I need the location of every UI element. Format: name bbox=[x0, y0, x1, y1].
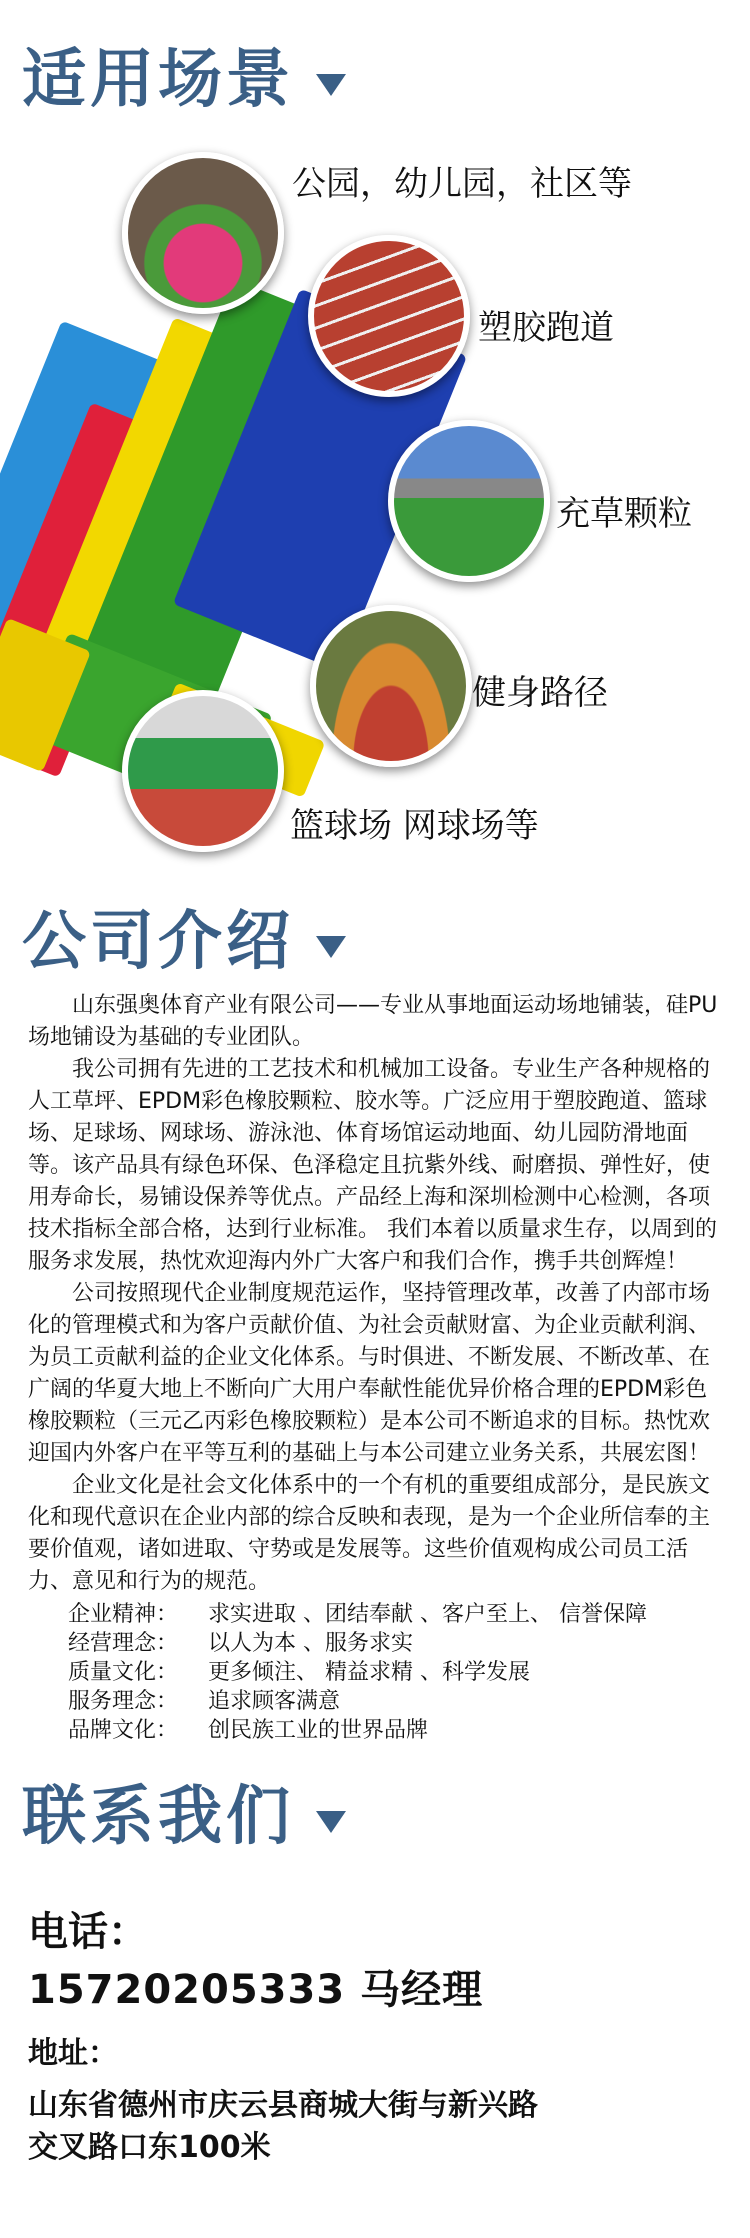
section-title-text: 公司介绍 bbox=[22, 904, 294, 979]
phone-label: 电话： bbox=[28, 1909, 148, 1955]
section-title-scenes bbox=[22, 28, 346, 120]
value-text: 以人为本 、服务求实 bbox=[208, 1631, 413, 1656]
value-key: 品牌文化： bbox=[68, 1718, 179, 1743]
scene-court-photo bbox=[122, 690, 284, 852]
address-label: 地址： bbox=[28, 2036, 118, 2071]
value-key: 经营理念： bbox=[68, 1631, 179, 1656]
intro-paragraph: 山东强奥体育产业有限公司——专业从事地面运动场地铺装，硅PU场地铺设为基础的专业团队。 bbox=[28, 993, 718, 1050]
value-row bbox=[68, 1716, 647, 1745]
section-title-contact bbox=[22, 1765, 346, 1857]
intro-paragraph: 公司按照现代企业制度规范运作，坚持管理改革，改善了内部市场化的管理模式和为客户贡献价值、为社会贡献财富、为企业贡献利润、为员工贡献利益的企业文化体系。与时俱进、不断发展、不断改革、在广阔的华夏大地上不断向广大用户奉献性能优异价格合理的EPDM彩色橡胶颗粒（三元乙丙彩色橡胶颗粒）是本公司不断追求的目标。热忱欢迎国内外客户在平等互利的基础上与本公司建立业务关系，共展宏图！ bbox=[28, 1281, 711, 1466]
value-text: 更多倾注、 精益求精 、科学发展 bbox=[208, 1660, 530, 1685]
scene-label: 公园，幼儿园，社区等 bbox=[292, 164, 632, 204]
scene-label: 篮球场 网球场等 bbox=[290, 806, 539, 846]
section-title-text: 联系我们 bbox=[22, 1779, 294, 1854]
value-key: 质量文化： bbox=[68, 1660, 179, 1685]
scene-turf-photo bbox=[388, 420, 550, 582]
intro-paragraph: 企业文化是社会文化体系中的一个有机的重要组成部分，是民族文化和现代意识在企业内部的综合反映和表现，是为一个企业所信奉的主要价值观，诸如进取、守势或是发展等。这些价值观构成公司员工活力、意见和行为的规范。 bbox=[28, 1473, 711, 1594]
value-row bbox=[68, 1658, 647, 1687]
intro-paragraph: 我公司拥有先进的工艺技术和机械加工设备。专业生产各种规格的人工草坪、EPDM彩色橡胶颗粒、胶水等。广泛应用于塑胶跑道、篮球场、足球场、网球场、游泳池、体育场馆运动地面、幼儿园防滑地面等。该产品具有绿色环保、色泽稳定且抗紫外线、耐磨损、弹性好，使用寿命长，易铺设保养等优点。产品经上海和深圳检测中心检测，各项技术指标全部合格，达到行业标准。 我们本着以质量求生存，以周到的服务求发展，热忱欢迎海内外广大客户和我们合作，携手共创辉煌！ bbox=[28, 1057, 717, 1274]
scenes-panel bbox=[0, 130, 750, 850]
scene-park-photo bbox=[122, 152, 284, 314]
triangle-down-icon bbox=[316, 74, 346, 96]
scene-fitness-path-photo bbox=[310, 605, 472, 767]
value-row bbox=[68, 1687, 647, 1716]
company-values bbox=[68, 1600, 647, 1745]
scene-label: 塑胶跑道 bbox=[478, 308, 614, 348]
scene-label: 充草颗粒 bbox=[556, 494, 692, 534]
scene-track-photo bbox=[308, 235, 470, 397]
value-text: 求实进取 、团结奉献 、客户至上、 信誉保障 bbox=[208, 1602, 647, 1627]
triangle-down-icon bbox=[316, 936, 346, 958]
value-text: 创民族工业的世界品牌 bbox=[208, 1718, 429, 1743]
value-key: 企业精神： bbox=[68, 1602, 179, 1627]
section-title-text: 适用场景 bbox=[22, 42, 294, 117]
section-title-company bbox=[22, 890, 346, 982]
value-row bbox=[68, 1600, 647, 1629]
scene-label: 健身路径 bbox=[472, 673, 608, 713]
triangle-down-icon bbox=[316, 1811, 346, 1833]
value-row bbox=[68, 1629, 647, 1658]
address-line-2: 交叉路口东100米 bbox=[28, 2130, 271, 2165]
phone-number[interactable]: 15720205333 马经理 bbox=[28, 1967, 484, 2013]
value-text: 追求顾客满意 bbox=[208, 1689, 341, 1714]
address-line-1: 山东省德州市庆云县商城大街与新兴路 bbox=[28, 2088, 538, 2123]
value-key: 服务理念： bbox=[68, 1689, 179, 1714]
company-intro bbox=[28, 990, 728, 1598]
